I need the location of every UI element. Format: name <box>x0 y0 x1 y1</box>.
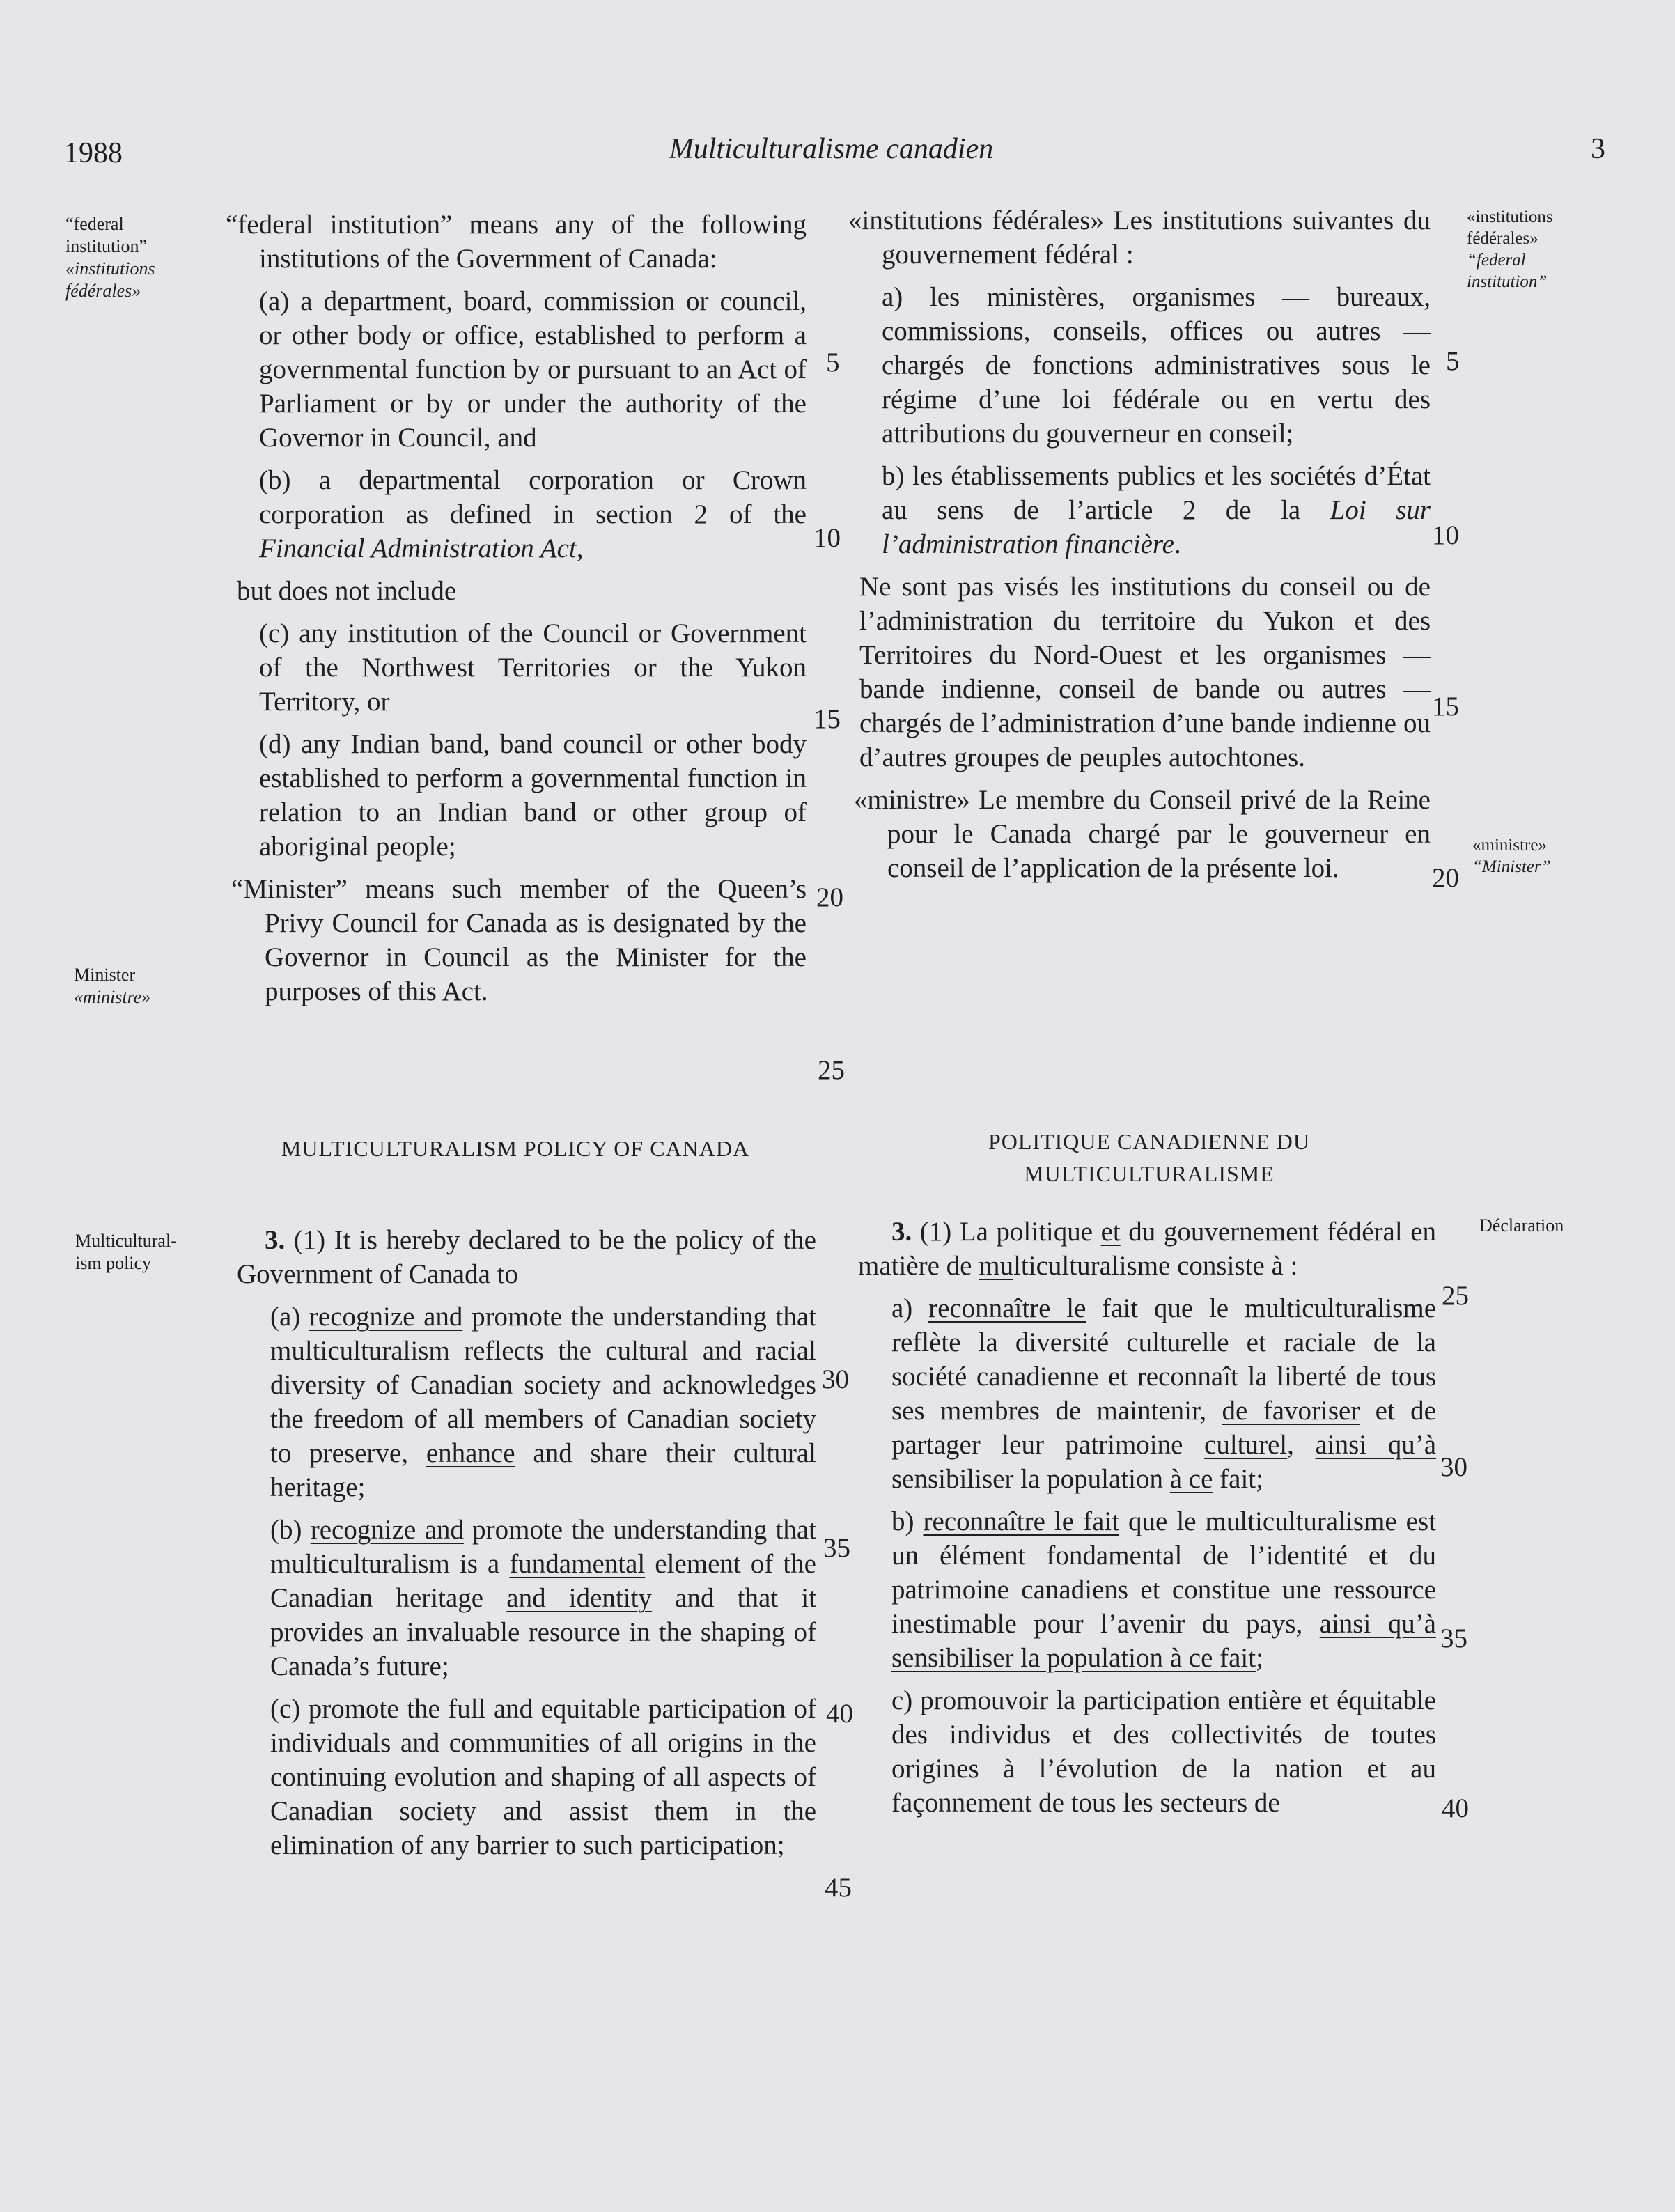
paragraph-text: b) les établissements publics et les sociétés d’État au sens de l’article 2 de la <box>882 461 1431 525</box>
margin-note-line: ism policy <box>75 1253 152 1273</box>
paragraph-3a <box>858 1291 1436 1496</box>
margin-note-ministre <box>1472 834 1551 878</box>
definition-institutions-federales: «institutions fédérales» Les institutions suivantes du gouvernement fédéral : <box>848 205 1431 270</box>
paragraph-text: et de partager leur patrimoine <box>891 1396 1436 1460</box>
paragraph-text: . <box>1174 529 1181 559</box>
section-text: (1) It is hereby declared to be the policy of the Government of Canada to <box>237 1225 816 1289</box>
underlined-text: recognize and <box>309 1302 463 1332</box>
paragraph-text: and share their cultural heritage; <box>270 1438 816 1502</box>
line-number: 45 <box>825 1873 852 1903</box>
margin-note-line: Déclaration <box>1479 1215 1564 1236</box>
underlined-text: fundamental <box>509 1549 646 1579</box>
underlined-text: ainsi qu’à sensibiliser la population à ce fait <box>891 1609 1436 1673</box>
paragraph-text: a) <box>891 1293 929 1323</box>
paragraph-text: b) <box>891 1506 924 1536</box>
line-number: 40 <box>1442 1793 1469 1823</box>
section-text: du gouvernement fédéral en matière de <box>858 1217 1436 1281</box>
underlined-text: mu <box>979 1251 1014 1281</box>
paragraph-text: sensibiliser la population <box>891 1464 1170 1494</box>
underlined-text: reconnaître le <box>928 1293 1086 1323</box>
exclusion-intro: but does not include <box>237 576 457 606</box>
underlined-text: and identity <box>506 1583 652 1613</box>
paragraph-a: a) les ministères, organismes — bureaux, commissions, conseils, offices ou autres — chargés de fonctions administratives sous le régime d’une loi fédérale ou en vertu des attributions du gouverneur en conseil; <box>882 282 1431 449</box>
underlined-text: reconnaître le fait <box>923 1506 1120 1536</box>
english-section-heading: MULTICULTURALISM POLICY OF CANADA <box>281 1136 750 1161</box>
line-number: 10 <box>813 523 841 553</box>
paragraph-text: , <box>1287 1430 1316 1460</box>
margin-note-line: «institutions <box>1467 208 1553 226</box>
margin-note-declaration <box>1479 1215 1564 1237</box>
paragraph-c: (c) any institution of the Council or Government of the Northwest Territories or the Yukon Territory, or <box>259 618 807 717</box>
margin-note-line: «ministre» <box>1472 836 1547 855</box>
heading-line: POLITIQUE CANADIENNE DU <box>988 1129 1311 1154</box>
margin-note-multiculturalism-policy <box>75 1230 177 1275</box>
english-section-3 <box>237 1223 816 1871</box>
margin-note-line: fédérales» <box>65 281 141 301</box>
line-number: 5 <box>826 348 840 377</box>
margin-note-line: institution” <box>65 236 147 256</box>
definition-federal-institution: “federal institution” means any of the following institutions of the Government of Canada: <box>226 210 807 274</box>
paragraph-text: promote the understanding that multiculturalism is a <box>270 1515 816 1579</box>
margin-note-line: “federal <box>1467 251 1526 270</box>
paragraph-3b <box>858 1504 1436 1675</box>
line-number: 15 <box>1432 692 1459 722</box>
french-section-heading <box>871 1126 1428 1190</box>
line-number: 35 <box>823 1533 850 1563</box>
paragraph-text: , <box>576 533 584 563</box>
section-number: 3. <box>891 1217 912 1247</box>
margin-note-federal-institution <box>65 213 155 302</box>
french-definitions <box>848 203 1431 894</box>
page-number: 3 <box>1591 133 1605 165</box>
section-number: 3. <box>265 1225 286 1255</box>
exclusion-paragraph: Ne sont pas visés les institutions du conseil ou de l’administration du territoire du Yukon et des Territoires du Nord-Ouest et les organismes — bande indienne, conseil de bande ou autres — chargés de l’administration d’une bande indienne ou d’autres groupes de peuples autochtones. <box>859 572 1431 772</box>
margin-note-line: fédérales» <box>1467 229 1538 248</box>
header-title <box>0 132 1675 166</box>
paragraph-3c: (c) promote the full and equitable participation of individuals and communities of all origins in the continuing evolution and shaping of all aspects of Canadian society and assist them in the elimination of any barrier to such participation; <box>270 1694 816 1860</box>
header-title-text: Multiculturalisme canadien <box>669 133 994 165</box>
paragraph-text: (b) a departmental corporation or Crown corporation as defined in section 2 of the <box>259 465 807 529</box>
header-year: 1988 <box>64 137 123 169</box>
paragraph-text: (a) <box>270 1302 309 1332</box>
margin-note-line: institution” <box>1467 272 1548 291</box>
margin-note-line: Multicultural- <box>75 1231 177 1251</box>
paragraph-text: que le multiculturalisme est un élément fondamental de l’identité et du patrimoine canadiens et constitue une ressource inestimable pour l’avenir du pays, <box>891 1506 1436 1639</box>
line-number: 35 <box>1440 1623 1467 1653</box>
act-title: Financial Administration Act <box>259 533 577 563</box>
paragraph-text: and that it provides an invaluable resource in the shaping of Canada’s future; <box>270 1583 816 1681</box>
act-title: Loi sur l’administration financière <box>882 495 1431 559</box>
margin-note-minister <box>74 964 150 1008</box>
line-number: 25 <box>818 1055 845 1085</box>
line-number: 40 <box>826 1699 853 1729</box>
margin-note-line: «ministre» <box>74 987 151 1007</box>
margin-note-line: Minister <box>74 965 136 985</box>
underlined-text: recognize and <box>310 1515 464 1545</box>
french-section-3 <box>858 1215 1436 1828</box>
heading-line: MULTICULTURALISME <box>1024 1161 1275 1186</box>
english-definitions <box>226 208 807 1017</box>
underlined-text: ainsi qu’à <box>1315 1430 1437 1460</box>
paragraph-3c: c) promouvoir la participation entière et équitable des individus et des collectivités de toutes origines à l’évolution de la nation et au façonnement de tous les secteurs de <box>891 1685 1436 1818</box>
margin-note-institutions-federales <box>1467 206 1553 293</box>
line-number: 20 <box>816 882 843 912</box>
paragraph-text: ; <box>1256 1643 1263 1673</box>
line-number: 20 <box>1432 863 1459 893</box>
section-text: lticulturalisme consiste à : <box>1013 1251 1298 1281</box>
underlined-text: et <box>1100 1217 1121 1247</box>
line-number: 25 <box>1442 1281 1469 1311</box>
paragraph-3b <box>237 1513 816 1683</box>
line-number: 10 <box>1432 520 1459 550</box>
paragraph-text: fait; <box>1213 1464 1263 1494</box>
line-number: 30 <box>1440 1452 1467 1482</box>
paragraph-text: fait que le multiculturalisme reflète la diversité culturelle et raciale de la société canadienne et reconnaît la liberté de tous ses membres de maintenir, <box>891 1293 1437 1426</box>
paragraph-a: (a) a department, board, commission or council, or other body or office, established to perform a governmental function by or pursuant to an Act of Parliament or by or under the authority of the Governor in Council, and <box>259 286 807 453</box>
section-text: (1) La politique <box>912 1217 1101 1247</box>
paragraph-3a <box>237 1300 816 1504</box>
line-number: 30 <box>822 1364 849 1394</box>
underlined-text: de favoriser <box>1222 1396 1360 1426</box>
paragraph-b <box>848 459 1431 561</box>
underlined-text: à ce <box>1169 1464 1213 1494</box>
line-number: 5 <box>1446 346 1460 376</box>
paragraph-text: promote the understanding that multiculturalism reflects the cultural and racial diversity of Canadian society and acknowledges the freedom of all members of Canadian society to preserve, <box>270 1302 816 1468</box>
margin-note-line: “federal <box>65 214 124 234</box>
underlined-text: enhance <box>426 1438 515 1468</box>
section-3-intro <box>237 1223 816 1291</box>
underlined-text: culturel <box>1204 1430 1288 1460</box>
margin-note-line: “Minister” <box>1472 857 1551 876</box>
paragraph-d: (d) any Indian band, band council or other body established to perform a governmental function in relation to an Indian band or other group of aboriginal people; <box>259 729 807 862</box>
definition-minister: “Minister” means such member of the Queen’s Privy Council for Canada as is designated by the Governor in Council as the Minister for the purposes of this Act. <box>231 874 807 1006</box>
section-3-intro <box>858 1215 1436 1283</box>
paragraph-text: (b) <box>270 1515 311 1545</box>
paragraph-text: element of the Canadian heritage <box>270 1549 816 1613</box>
line-number: 15 <box>813 704 841 734</box>
paragraph-b <box>226 463 807 566</box>
margin-note-line: «institutions <box>65 258 155 279</box>
definition-ministre: «ministre» Le membre du Conseil privé de la Reine pour le Canada chargé par le gouverneur en conseil de l’application de la présente loi. <box>854 785 1431 883</box>
